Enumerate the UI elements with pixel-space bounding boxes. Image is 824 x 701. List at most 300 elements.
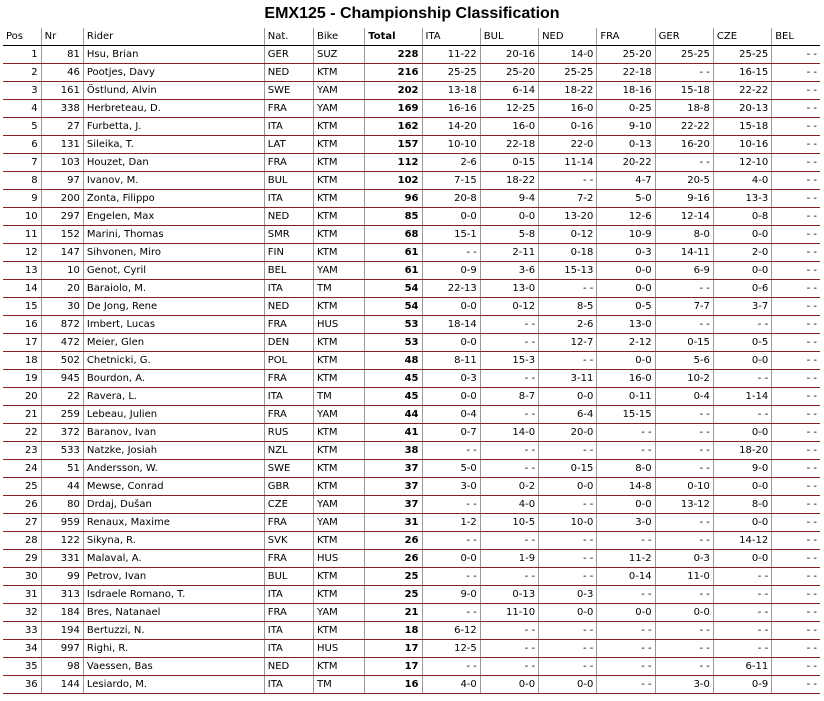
table-row [3,640,820,658]
cell-fra: 12-6 [597,208,655,226]
cell-bul: 9-4 [480,190,538,208]
cell-pos: 6 [3,136,41,154]
cell-bul: - - [480,370,538,388]
cell-bel: - - [772,334,820,352]
cell-pos: 1 [3,46,41,64]
cell-pos: 9 [3,190,41,208]
cell-bul: 0-0 [480,676,538,694]
cell-total: 45 [365,388,422,406]
cell-rider: Hsu, Brian [83,46,264,64]
cell-ned: 0-12 [539,226,597,244]
cell-bel: - - [772,298,820,316]
cell-bike: TM [313,676,364,694]
cell-cze: 0-0 [713,478,771,496]
cell-bel: - - [772,136,820,154]
cell-fra: 11-2 [597,550,655,568]
cell-pos: 32 [3,604,41,622]
table-row [3,244,820,262]
cell-nat: FRA [264,406,313,424]
cell-bel: - - [772,514,820,532]
cell-ned: 12-7 [539,334,597,352]
cell-ita: 14-20 [422,118,480,136]
cell-nat: ITA [264,622,313,640]
cell-rider: Malaval, A. [83,550,264,568]
cell-total: 31 [365,514,422,532]
cell-rider: Mewse, Conrad [83,478,264,496]
cell-fra: 0-0 [597,604,655,622]
cell-ita: - - [422,568,480,586]
cell-ger: - - [655,280,713,298]
cell-cze: 9-0 [713,460,771,478]
cell-cze: - - [713,316,771,334]
cell-total: 157 [365,136,422,154]
cell-pos: 10 [3,208,41,226]
cell-bel: - - [772,64,820,82]
cell-fra: - - [597,424,655,442]
cell-bike: TM [313,388,364,406]
cell-cze: 6-11 [713,658,771,676]
cell-bike: YAM [313,100,364,118]
cell-fra: - - [597,532,655,550]
table-row [3,226,820,244]
cell-fra: - - [597,676,655,694]
cell-bul: - - [480,532,538,550]
cell-pos: 21 [3,406,41,424]
cell-ned: 0-0 [539,604,597,622]
cell-bel: - - [772,460,820,478]
cell-nat: CZE [264,496,313,514]
cell-pos: 27 [3,514,41,532]
cell-bel: - - [772,658,820,676]
cell-bel: - - [772,388,820,406]
cell-ita: 0-9 [422,262,480,280]
cell-fra: 0-11 [597,388,655,406]
cell-nat: ITA [264,190,313,208]
table-row [3,118,820,136]
cell-cze: 0-0 [713,424,771,442]
cell-bul: 25-20 [480,64,538,82]
cell-cze: - - [713,586,771,604]
cell-nat: ITA [264,640,313,658]
cell-bike: YAM [313,406,364,424]
cell-ita: - - [422,496,480,514]
cell-ita: 7-15 [422,172,480,190]
cell-fra: - - [597,622,655,640]
cell-cze: 14-12 [713,532,771,550]
cell-ger: 15-18 [655,82,713,100]
cell-rider: Baranov, Ivan [83,424,264,442]
table-row [3,478,820,496]
cell-fra: 9-10 [597,118,655,136]
cell-ger: - - [655,316,713,334]
cell-total: 21 [365,604,422,622]
cell-ita: 0-0 [422,388,480,406]
cell-bul: 0-15 [480,154,538,172]
cell-bul: 12-25 [480,100,538,118]
cell-bul: - - [480,640,538,658]
cell-nr: 27 [41,118,83,136]
page-title: EMX125 - Championship Classification [264,5,560,22]
cell-bike: KTM [313,622,364,640]
cell-ger: 9-16 [655,190,713,208]
cell-nr: 22 [41,388,83,406]
cell-fra: 0-0 [597,496,655,514]
cell-fra: - - [597,640,655,658]
cell-bel: - - [772,118,820,136]
cell-bul: 11-10 [480,604,538,622]
cell-ita: 20-8 [422,190,480,208]
cell-pos: 29 [3,550,41,568]
cell-fra: 3-0 [597,514,655,532]
cell-rider: Furbetta, J. [83,118,264,136]
cell-fra: 8-0 [597,460,655,478]
cell-bel: - - [772,82,820,100]
cell-bel: - - [772,478,820,496]
cell-rider: Isdraele Romano, T. [83,586,264,604]
cell-rider: Baraiolo, M. [83,280,264,298]
cell-ita: 1-2 [422,514,480,532]
cell-nr: 372 [41,424,83,442]
cell-total: 61 [365,244,422,262]
cell-bul: 13-0 [480,280,538,298]
cell-ned: 0-18 [539,244,597,262]
cell-fra: 20-22 [597,154,655,172]
cell-nr: 51 [41,460,83,478]
table-row [3,406,820,424]
cell-ned: - - [539,658,597,676]
cell-pos: 28 [3,532,41,550]
cell-bike: KTM [313,586,364,604]
column-header-nat: Nat. [264,28,313,46]
cell-fra: - - [597,586,655,604]
cell-ita: 13-18 [422,82,480,100]
cell-total: 112 [365,154,422,172]
cell-cze: 8-0 [713,496,771,514]
cell-bel: - - [772,586,820,604]
cell-total: 96 [365,190,422,208]
cell-nr: 997 [41,640,83,658]
cell-cze: 25-25 [713,46,771,64]
cell-nr: 313 [41,586,83,604]
table-row [3,208,820,226]
table-row [3,370,820,388]
cell-ger: 12-14 [655,208,713,226]
cell-rider: Houzet, Dan [83,154,264,172]
cell-ned: - - [539,532,597,550]
cell-ned: - - [539,280,597,298]
cell-nr: 331 [41,550,83,568]
cell-ger: - - [655,154,713,172]
cell-fra: 13-0 [597,316,655,334]
cell-cze: 4-0 [713,172,771,190]
cell-bul: - - [480,334,538,352]
cell-total: 38 [365,442,422,460]
cell-ita: 4-0 [422,676,480,694]
cell-ita: 0-4 [422,406,480,424]
cell-bul: - - [480,622,538,640]
classification-table [3,28,820,694]
cell-cze: 0-0 [713,226,771,244]
cell-nat: NED [264,658,313,676]
cell-ger: - - [655,514,713,532]
cell-nr: 184 [41,604,83,622]
cell-bel: - - [772,100,820,118]
cell-cze: 0-9 [713,676,771,694]
cell-nr: 502 [41,352,83,370]
cell-bul: - - [480,460,538,478]
cell-nat: FRA [264,100,313,118]
cell-bike: TM [313,280,364,298]
cell-nr: 144 [41,676,83,694]
cell-bike: YAM [313,496,364,514]
table-row [3,550,820,568]
cell-nat: FIN [264,244,313,262]
cell-bike: KTM [313,568,364,586]
cell-ger: 18-8 [655,100,713,118]
cell-total: 54 [365,298,422,316]
cell-bel: - - [772,442,820,460]
cell-bul: 14-0 [480,424,538,442]
cell-ger: 14-11 [655,244,713,262]
column-header-bel: BEL [772,28,820,46]
cell-ita: - - [422,532,480,550]
column-header-ger: GER [655,28,713,46]
cell-rider: Ivanov, M. [83,172,264,190]
cell-nat: SWE [264,460,313,478]
cell-ger: 0-0 [655,604,713,622]
cell-total: 162 [365,118,422,136]
cell-ita: - - [422,658,480,676]
table-body [3,46,820,694]
cell-ned: 18-22 [539,82,597,100]
cell-nat: FRA [264,604,313,622]
cell-bel: - - [772,316,820,334]
cell-nr: 98 [41,658,83,676]
cell-ger: 13-12 [655,496,713,514]
cell-nat: ITA [264,280,313,298]
cell-bel: - - [772,172,820,190]
cell-nr: 338 [41,100,83,118]
cell-nat: ITA [264,676,313,694]
cell-rider: Östlund, Alvin [83,82,264,100]
cell-fra: 2-12 [597,334,655,352]
cell-pos: 4 [3,100,41,118]
table-row [3,388,820,406]
cell-cze: 0-5 [713,334,771,352]
cell-ita: 25-25 [422,64,480,82]
cell-pos: 5 [3,118,41,136]
cell-ita: 5-0 [422,460,480,478]
cell-nr: 959 [41,514,83,532]
cell-ger: 8-0 [655,226,713,244]
cell-rider: Ravera, L. [83,388,264,406]
cell-ita: 6-12 [422,622,480,640]
cell-total: 202 [365,82,422,100]
cell-ger: - - [655,532,713,550]
cell-ita: 18-14 [422,316,480,334]
cell-ita: 16-16 [422,100,480,118]
table-row [3,460,820,478]
cell-cze: 10-16 [713,136,771,154]
cell-rider: Sileika, T. [83,136,264,154]
cell-ger: 16-20 [655,136,713,154]
cell-bel: - - [772,46,820,64]
cell-pos: 2 [3,64,41,82]
cell-ned: 16-0 [539,100,597,118]
cell-ger: - - [655,424,713,442]
cell-bike: KTM [313,478,364,496]
table-row [3,154,820,172]
table-row [3,100,820,118]
cell-fra: 0-0 [597,280,655,298]
cell-cze: - - [713,640,771,658]
table-row [3,604,820,622]
column-header-fra: FRA [597,28,655,46]
cell-pos: 14 [3,280,41,298]
cell-cze: - - [713,604,771,622]
cell-ita: 8-11 [422,352,480,370]
cell-cze: 15-18 [713,118,771,136]
cell-nat: BEL [264,262,313,280]
cell-rider: Imbert, Lucas [83,316,264,334]
cell-ger: 10-2 [655,370,713,388]
cell-rider: Sikyna, R. [83,532,264,550]
cell-bul: - - [480,316,538,334]
cell-ned: 20-0 [539,424,597,442]
cell-ger: - - [655,64,713,82]
cell-nat: GBR [264,478,313,496]
cell-pos: 36 [3,676,41,694]
table-row [3,190,820,208]
cell-ger: 11-0 [655,568,713,586]
cell-total: 53 [365,334,422,352]
table-row [3,442,820,460]
cell-rider: Lesiardo, M. [83,676,264,694]
cell-cze: 0-0 [713,352,771,370]
cell-rider: Andersson, W. [83,460,264,478]
cell-rider: Righi, R. [83,640,264,658]
cell-ger: 22-22 [655,118,713,136]
cell-bel: - - [772,280,820,298]
cell-ned: 0-3 [539,586,597,604]
cell-ita: 0-0 [422,334,480,352]
cell-bike: KTM [313,352,364,370]
cell-ned: 6-4 [539,406,597,424]
cell-nat: NED [264,64,313,82]
cell-pos: 19 [3,370,41,388]
cell-nat: SVK [264,532,313,550]
cell-ned: - - [539,496,597,514]
cell-rider: Engelen, Max [83,208,264,226]
cell-total: 17 [365,640,422,658]
cell-nr: 99 [41,568,83,586]
cell-bul: 4-0 [480,496,538,514]
cell-pos: 35 [3,658,41,676]
cell-cze: 1-14 [713,388,771,406]
table-row [3,262,820,280]
cell-ita: 9-0 [422,586,480,604]
cell-fra: 10-9 [597,226,655,244]
cell-bul: 16-0 [480,118,538,136]
cell-total: 16 [365,676,422,694]
cell-pos: 15 [3,298,41,316]
cell-rider: Pootjes, Davy [83,64,264,82]
cell-bike: HUS [313,550,364,568]
cell-pos: 12 [3,244,41,262]
table-header [3,28,820,46]
cell-cze: 18-20 [713,442,771,460]
cell-pos: 11 [3,226,41,244]
cell-bel: - - [772,550,820,568]
cell-fra: 14-8 [597,478,655,496]
table-row [3,496,820,514]
cell-ned: 14-0 [539,46,597,64]
cell-total: 18 [365,622,422,640]
cell-pos: 8 [3,172,41,190]
cell-nat: NED [264,208,313,226]
table-row [3,64,820,82]
column-header-cze: CZE [713,28,771,46]
cell-nat: ITA [264,586,313,604]
cell-rider: Meier, Glen [83,334,264,352]
cell-total: 37 [365,478,422,496]
cell-nr: 97 [41,172,83,190]
cell-ned: 25-25 [539,64,597,82]
table-row [3,298,820,316]
cell-pos: 3 [3,82,41,100]
cell-nat: FRA [264,154,313,172]
column-header-bul: BUL [480,28,538,46]
cell-ger: - - [655,460,713,478]
cell-nr: 161 [41,82,83,100]
cell-nat: NZL [264,442,313,460]
cell-bike: YAM [313,262,364,280]
cell-pos: 24 [3,460,41,478]
cell-bel: - - [772,622,820,640]
cell-bike: KTM [313,118,364,136]
cell-bul: 15-3 [480,352,538,370]
cell-bul: 3-6 [480,262,538,280]
cell-nr: 122 [41,532,83,550]
cell-rider: Chetnicki, G. [83,352,264,370]
cell-bul: 0-0 [480,208,538,226]
cell-fra: 4-7 [597,172,655,190]
cell-nat: ITA [264,388,313,406]
cell-bike: KTM [313,244,364,262]
cell-nat: SWE [264,82,313,100]
cell-bel: - - [772,604,820,622]
cell-rider: Renaux, Maxime [83,514,264,532]
cell-bul: 22-18 [480,136,538,154]
cell-bel: - - [772,676,820,694]
cell-ned: 2-6 [539,316,597,334]
cell-ger: 0-10 [655,478,713,496]
cell-fra: 18-16 [597,82,655,100]
table-row [3,622,820,640]
cell-bike: KTM [313,532,364,550]
cell-cze: 16-15 [713,64,771,82]
cell-nat: FRA [264,514,313,532]
cell-ned: 15-13 [539,262,597,280]
cell-fra: - - [597,442,655,460]
cell-bel: - - [772,190,820,208]
cell-ned: - - [539,550,597,568]
cell-ned: 0-15 [539,460,597,478]
cell-ned: - - [539,172,597,190]
cell-ned: 3-11 [539,370,597,388]
cell-ger: 7-7 [655,298,713,316]
cell-nr: 10 [41,262,83,280]
